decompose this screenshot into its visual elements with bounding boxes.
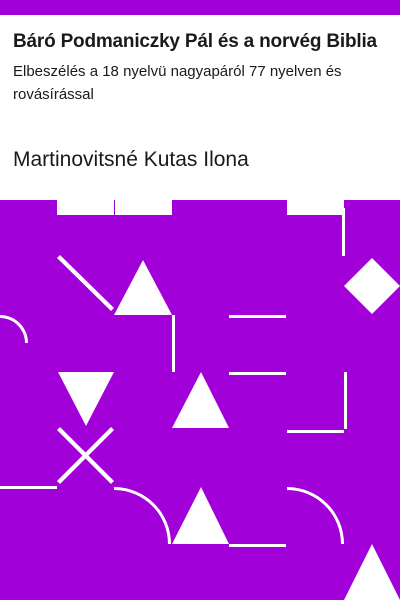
pattern-bar [287,200,344,215]
top-accent-bar [0,0,400,15]
geometric-pattern [0,200,400,600]
pattern-graphic [0,200,400,600]
title-block [13,30,393,106]
pattern-line [0,486,57,489]
book-subtitle: Elbeszélés a 18 nyelvü nagyapáról 77 nyelven és rovásírással [13,63,342,103]
pattern-line [229,315,286,318]
pattern-line [229,544,286,547]
book-title: Báró Podmaniczky Pál és a norvég Biblia [13,31,377,52]
pattern-line [342,208,345,256]
pattern-line [172,315,175,372]
pattern-line [229,372,286,375]
pattern-line [344,372,347,429]
pattern-bar [57,200,114,215]
pattern-bar [115,200,172,215]
pattern-line [287,430,344,433]
book-author: Martinovitsné Kutas Ilona [13,148,249,171]
